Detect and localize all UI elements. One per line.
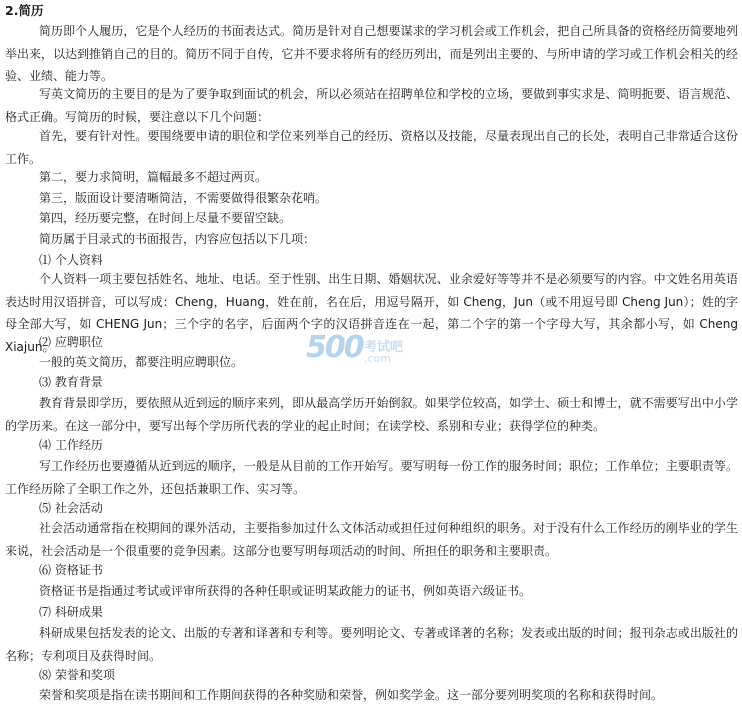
- section-body-personal-info: 个人资料一项主要包括姓名、地址、电话。至于性别、出生日期、婚姻状况、业余爱好等等并不是必须要写的内容。中文姓名用英语表达时用汉语拼音，可以写成：Cheng，Huang，姓在前，名在后，用逗号隔开，如 Cheng，Jun（或不用逗号即 Cheng Jun）；姓的字母全部大写，如 CHENG Jun；三个字的名字，后面两个字的汉语拼音连在一起，第二个字的第一个字母大写，其余都小写，如 Cheng Xiajun。: [5, 272, 738, 354]
- point-fourth-paragraph: 第四，经历要完整，在时间上尽量不要留空缺。: [39, 211, 292, 225]
- section-heading-education: ⑶ 教育背景: [39, 375, 103, 389]
- section-body-position: 一般的英文简历，都要注明应聘职位。: [39, 355, 244, 369]
- section-heading-position: ⑵ 应聘职位: [39, 335, 103, 349]
- section-body-education: 教育背景即学历，要依照从近到远的顺序来列，即从最高学历开始倒叙。如果学位较高，如学士、硕士和博士，就不需要写出中小学的学历来。在这一部分中，要写出每个学历所代表的学业的起止时间；在读学校、系别和专业；获得学位的种类。: [5, 396, 738, 433]
- intro-paragraph: 简历即个人履历，它是个人经历的书面表达式。简历是针对自己想要谋求的学习机会或工作机会，把自己所具备的资格经历简要地列举出来，以达到推销自己的目的。简历不同于自传，它并不要求将所有的经历列出，而是列出主要的、与所申请的学习或工作机会相关的经验、业绩、能力等。: [5, 24, 738, 84]
- point-second-paragraph: 第二，要力求简明，篇幅最多不超过两页。: [39, 170, 268, 184]
- section-body-research: 科研成果包括发表的论文、出版的专著和译著和专利等。要列明论文、专著或译著的名称；发表或出版的时间；报刊杂志或出版社的名称；专利项目及获得时间。: [5, 626, 738, 663]
- section-heading-certificates: ⑹ 资格证书: [39, 563, 103, 577]
- section-heading-work-experience: ⑷ 工作经历: [39, 438, 103, 452]
- section-title: 2.简历: [5, 3, 44, 18]
- point-third-paragraph: 第三，版面设计要清晰简洁，不需要做得很繁杂花哨。: [39, 191, 328, 205]
- section-body-social-activities: 社会活动通常指在校期间的课外活动，主要指参加过什么文体活动或担任过何种组织的职务。对于没有什么工作经历的刚毕业的学生来说，社会活动是一个很重要的竞争因素。这部分也要写明每项活动的时间、所担任的职务和主要职责。: [5, 521, 738, 558]
- section-heading-social-activities: ⑸ 社会活动: [39, 501, 103, 515]
- point-first-paragraph: 首先，要有针对性。要围绕要申请的职位和学位来列举自己的经历、资格以及技能，尽量表现出自己的长处，表明自己非常适合这份工作。: [5, 129, 738, 166]
- section-heading-research: ⑺ 科研成果: [39, 605, 103, 619]
- section-body-work-experience: 写工作经历也要遵循从近到远的顺序，一般是从目前的工作开始写。要写明每一份工作的服务时间；职位；工作单位；主要职责等。工作经历除了全职工作之外，还包括兼职工作、实习等。: [5, 459, 738, 496]
- contents-intro-paragraph: 简历属于目录式的书面报告，内容应包括以下几项：: [39, 232, 316, 246]
- section-heading-personal-info: ⑴ 个人资料: [39, 253, 103, 267]
- purpose-paragraph: 写英文简历的主要目的是为了要争取到面试的机会，所以必须站在招聘单位和学校的立场，要做到事实求是、简明扼要、语言规范、格式正确。写简历的时候，要注意以下几个问题：: [5, 87, 738, 124]
- section-body-honors: 荣誉和奖项是指在读书期间和工作期间获得的各种奖励和荣誉，例如奖学金。这一部分要列明奖项的名称和获得时间。: [39, 688, 664, 702]
- section-heading-honors: ⑻ 荣誉和奖项: [39, 668, 115, 682]
- site-watermark-logo: 500 考试吧 .com: [306, 330, 404, 365]
- section-body-certificates: 资格证书是指通过考试或评审所获得的各种任职或证明某政能力的证书，例如英语六级证书。: [39, 584, 532, 598]
